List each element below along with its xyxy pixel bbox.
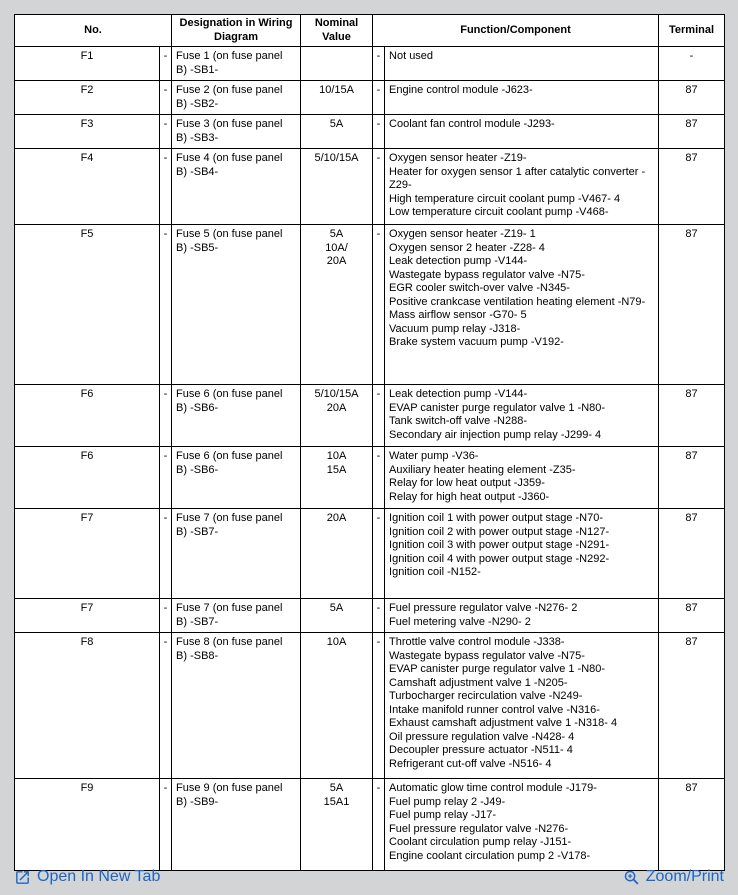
cell-function-component-line: Ignition coil 1 with power output stage -N70- [389,512,604,524]
cell-separator: - [160,149,172,225]
cell-terminal: 87 [659,447,725,509]
cell-no: F3 [15,115,160,149]
header-designation: Designation in Wiring Diagram [172,15,301,47]
cell-function-component-line: Wastegate bypass regulator valve -N75- [389,268,585,281]
cell-no: F1 [15,47,160,81]
cell-function-component-line: Oxygen sensor heater -Z19- 1 [389,228,536,240]
cell-function-component-line: Relay for low heat output -J359- [389,477,545,489]
cell-function-component-line: Auxiliary heater heating element -Z35- [389,463,576,476]
cell-separator: - [160,81,172,115]
cell-designation: Fuse 6 (on fuse panel B) -SB6- [172,385,301,447]
cell-function-component [385,447,659,509]
cell-nominal-value-line: 5A [329,782,344,794]
cell-nominal-value-line: 5A [329,602,344,614]
cell-nominal-value-line: 15A [326,463,347,476]
cell-designation: Fuse 8 (on fuse panel B) -SB8- [172,633,301,779]
cell-separator: - [160,447,172,509]
cell-function-component-line: EVAP canister purge regulator valve 1 -N80- [389,401,606,414]
cell-function-component [385,779,659,871]
table-row [15,47,725,81]
fuse-table [14,14,725,871]
cell-function-component [385,633,659,779]
cell-function-component [385,47,659,81]
table-row [15,633,725,779]
cell-function-component-line: Fuel pump relay 2 -J49- [389,795,506,808]
cell-designation: Fuse 7 (on fuse panel B) -SB7- [172,509,301,599]
cell-separator: - [160,225,172,385]
cell-function-component-line: Leak detection pump -V144- [389,255,528,267]
cell-separator: - [373,779,385,871]
cell-function-component [385,81,659,115]
cell-separator: - [160,385,172,447]
cell-function-component-line: Ignition coil -N152- [389,566,481,578]
cell-function-component-line: Low temperature circuit coolant pump -V468- [389,206,609,218]
cell-nominal-value-line: 5A [329,118,344,130]
table-row [15,599,725,633]
header-nominal-value: Nominal Value [301,15,373,47]
cell-function-component-line: Ignition coil 4 with power output stage -N292- [389,552,610,565]
cell-function-component-line: Engine coolant circulation pump 2 -V178- [389,849,591,862]
cell-function-component [385,115,659,149]
cell-separator: - [373,115,385,149]
fuse-table-body [15,47,725,871]
cell-function-component-line: Fuel pump relay -J17- [389,809,497,821]
cell-terminal: - [659,47,725,81]
cell-function-component-line: Fuel metering valve -N290- 2 [389,615,531,628]
cell-function-component-line: Oil pressure regulation valve -N428- 4 [389,730,575,743]
cell-function-component-line: Refrigerant cut-off valve -N516- 4 [389,757,552,770]
cell-nominal-value [301,385,373,447]
cell-nominal-value-line: 5/10/15A [314,388,359,400]
cell-function-component-line: Coolant circulation pump relay -J151- [389,836,572,848]
cell-separator: - [373,599,385,633]
table-row [15,81,725,115]
cell-function-component-line: Leak detection pump -V144- [389,388,528,400]
cell-function-component-line: Fuel pressure regulator valve -N276- [389,822,569,835]
cell-separator: - [160,779,172,871]
open-in-new-tab-label: Open In New Tab [37,868,161,885]
cell-nominal-value-line: 15A1 [323,795,350,808]
cell-function-component-line: Ignition coil 3 with power output stage -N291- [389,539,610,551]
cell-function-component-line: Camshaft adjustment valve 1 -N205- [389,676,568,689]
cell-function-component-line: Automatic glow time control module -J179- [389,782,597,794]
cell-function-component-line: Intake manifold runner control valve -N316- [389,703,600,716]
cell-terminal: 87 [659,599,725,633]
cell-designation: Fuse 6 (on fuse panel B) -SB6- [172,447,301,509]
open-in-new-icon [14,869,31,886]
cell-function-component-line: Water pump -V36- [389,450,479,462]
cell-separator: - [373,447,385,509]
table-row [15,385,725,447]
table-row [15,447,725,509]
cell-function-component-line: High temperature circuit coolant pump -V467- 4 [389,192,621,205]
cell-function-component-line: Positive crankcase ventilation heating element -N79- [389,295,646,308]
table-row [15,509,725,599]
cell-function-component [385,509,659,599]
cell-function-component-line: Oxygen sensor heater -Z19- [389,152,527,164]
cell-separator: - [160,115,172,149]
cell-designation: Fuse 5 (on fuse panel B) -SB5- [172,225,301,385]
cell-separator: - [373,47,385,81]
cell-function-component [385,385,659,447]
fuse-table-container [14,14,725,871]
cell-no: F6 [15,447,160,509]
cell-function-component-line: Decoupler pressure actuator -N511- 4 [389,744,573,756]
cell-designation: Fuse 7 (on fuse panel B) -SB7- [172,599,301,633]
cell-function-component-line: Engine control module -J623- [389,84,533,96]
zoom-print-label: Zoom/Print [645,868,724,885]
cell-no: F4 [15,149,160,225]
cell-no: F7 [15,599,160,633]
cell-separator: - [160,47,172,81]
cell-separator: - [373,81,385,115]
zoom-magnifier-icon [623,869,640,886]
cell-nominal-value-line: 20A [326,255,347,267]
cell-nominal-value-line: 10A [326,450,347,462]
cell-no: F6 [15,385,160,447]
table-row [15,225,725,385]
cell-function-component-line: Coolant fan control module -J293- [389,118,555,130]
cell-function-component-line: Tank switch-off valve -N288- [389,415,527,427]
cell-designation: Fuse 4 (on fuse panel B) -SB4- [172,149,301,225]
cell-nominal-value-line: 5A [329,228,344,240]
cell-nominal-value [301,599,373,633]
cell-function-component [385,149,659,225]
cell-function-component-line: Mass airflow sensor -G70- 5 [389,309,527,321]
cell-function-component-line: EVAP canister purge regulator valve 1 -N80- [389,663,606,675]
cell-separator: - [160,599,172,633]
cell-terminal: 87 [659,779,725,871]
cell-nominal-value [301,115,373,149]
cell-terminal: 87 [659,225,725,385]
open-in-new-tab-link[interactable] [14,867,160,887]
cell-function-component-line: Oxygen sensor 2 heater -Z28- 4 [389,241,545,254]
cell-nominal-value-line: 10A/ [325,241,348,254]
cell-nominal-value-line: 10A [326,636,347,648]
cell-no: F5 [15,225,160,385]
cell-nominal-value-line: 20A [326,512,347,524]
cell-nominal-value [301,81,373,115]
cell-terminal: 87 [659,81,725,115]
cell-separator: - [160,509,172,599]
table-row [15,115,725,149]
viewer-footer [14,867,724,895]
cell-separator: - [160,633,172,779]
cell-separator: - [373,509,385,599]
cell-terminal: 87 [659,385,725,447]
header-terminal: Terminal [659,15,725,47]
zoom-print-link[interactable] [623,867,724,887]
cell-function-component-line: Secondary air injection pump relay -J299- 4 [389,428,602,441]
cell-designation: Fuse 1 (on fuse panel B) -SB1- [172,47,301,81]
cell-terminal: 87 [659,149,725,225]
cell-separator: - [373,385,385,447]
cell-function-component-line: Heater for oxygen sensor 1 after catalytic converter -Z29- [389,165,646,191]
cell-terminal: 87 [659,115,725,149]
cell-separator: - [373,633,385,779]
cell-function-component-line: Turbocharger recirculation valve -N249- [389,690,583,702]
cell-terminal: 87 [659,633,725,779]
cell-nominal-value-line: 10/15A [319,84,354,96]
cell-function-component-line: Wastegate bypass regulator valve -N75- [389,649,585,662]
cell-function-component-line: Not used [389,50,434,62]
cell-function-component-line: Brake system vacuum pump -V192- [389,336,564,348]
fuse-table-header [15,15,725,47]
cell-function-component-line: Exhaust camshaft adjustment valve 1 -N318- 4 [389,717,618,729]
cell-nominal-value [301,149,373,225]
header-function-component: Function/Component [373,15,659,47]
cell-designation: Fuse 3 (on fuse panel B) -SB3- [172,115,301,149]
cell-nominal-value [301,47,373,81]
cell-no: F8 [15,633,160,779]
cell-no: F7 [15,509,160,599]
cell-function-component-line: EGR cooler switch-over valve -N345- [389,282,570,294]
cell-no: F9 [15,779,160,871]
cell-function-component [385,599,659,633]
cell-function-component-line: Vacuum pump relay -J318- [389,322,521,335]
cell-separator: - [373,225,385,385]
cell-nominal-value-line: 5/10/15A [314,152,359,164]
cell-nominal-value [301,633,373,779]
cell-nominal-value [301,447,373,509]
cell-function-component-line: Fuel pressure regulator valve -N276- 2 [389,602,578,614]
cell-nominal-value [301,779,373,871]
cell-function-component-line: Throttle valve control module -J338- [389,636,565,648]
cell-function-component-line: Ignition coil 2 with power output stage -N127- [389,525,610,538]
header-no: No. [15,15,172,47]
header-row [15,15,725,47]
cell-nominal-value [301,509,373,599]
cell-separator: - [373,149,385,225]
cell-function-component-line: Relay for high heat output -J360- [389,490,550,503]
table-row [15,779,725,871]
table-row [15,149,725,225]
cell-function-component [385,225,659,385]
cell-designation: Fuse 2 (on fuse panel B) -SB2- [172,81,301,115]
cell-terminal: 87 [659,509,725,599]
cell-nominal-value-line: 20A [326,401,347,414]
cell-designation: Fuse 9 (on fuse panel B) -SB9- [172,779,301,871]
cell-no: F2 [15,81,160,115]
cell-nominal-value [301,225,373,385]
